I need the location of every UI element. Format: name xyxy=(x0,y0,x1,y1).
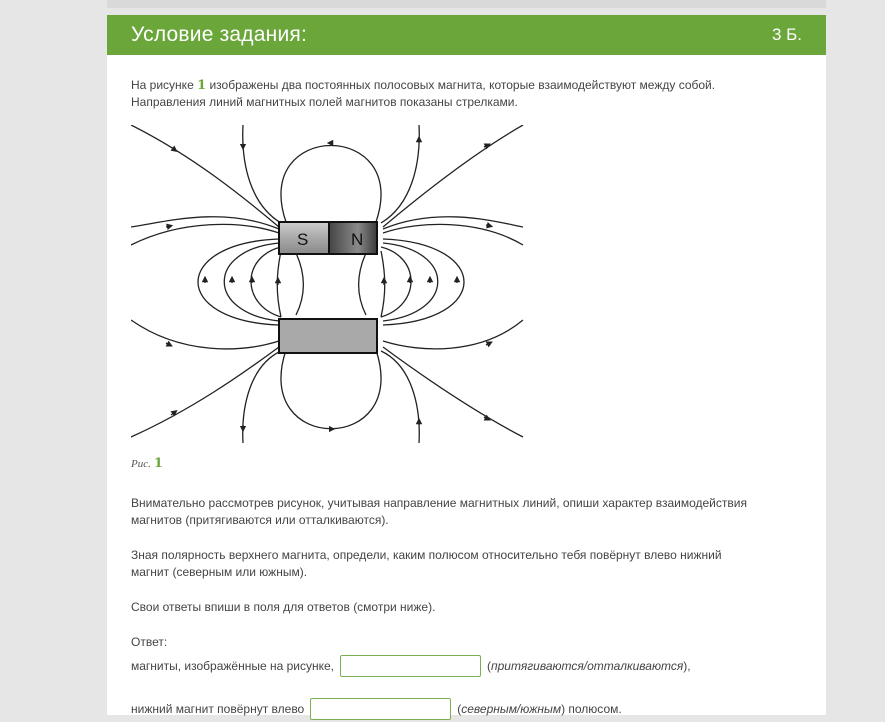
intro-text xyxy=(131,77,802,111)
field-line xyxy=(381,125,419,223)
interaction-answer-input[interactable] xyxy=(340,655,481,677)
field-lines xyxy=(131,125,523,443)
question-1-line2: магнитов (притягиваются или отталкиваются). xyxy=(131,513,389,527)
answer-row-interaction xyxy=(131,653,802,679)
intro-text-part: На рисунке xyxy=(131,78,198,92)
field-line xyxy=(383,239,464,325)
pole-answer-input[interactable] xyxy=(310,698,451,720)
field-line xyxy=(383,224,523,245)
magnet-field-diagram xyxy=(131,125,531,455)
task-title: Условие задания: xyxy=(131,23,307,46)
field-line xyxy=(131,347,279,437)
field-line xyxy=(131,320,279,349)
task-card xyxy=(107,15,826,715)
top-magnet xyxy=(279,222,377,254)
answer-row-pole xyxy=(131,696,802,722)
figure-caption xyxy=(131,455,802,473)
hint-options: северным/южным xyxy=(461,701,562,716)
answer-row1-prefix: магниты, изображённые на рисунке, xyxy=(131,658,335,673)
field-line xyxy=(381,351,419,443)
field-line xyxy=(131,125,279,227)
question-3: Свои ответы впиши в поля для ответов (смотри ниже). xyxy=(131,600,436,614)
field-line xyxy=(383,320,523,349)
magnet-figure xyxy=(131,125,531,455)
question-2-line2: магнит (северным или южным). xyxy=(131,565,308,579)
hint-close: ), xyxy=(683,658,691,673)
caption-number: 1 xyxy=(153,456,163,471)
intro-text-part: изображены два постоянных полосовых магнита, которые взаимодействуют между собой. xyxy=(206,78,716,92)
hint-open: ( xyxy=(487,658,492,673)
field-line xyxy=(198,239,279,325)
field-line xyxy=(296,253,304,315)
field-line xyxy=(281,350,381,429)
intro-text-line2: Направления линий магнитных полей магнитов показаны стрелками. xyxy=(131,95,518,109)
arrow xyxy=(166,343,170,345)
question-2 xyxy=(131,547,802,581)
field-line xyxy=(243,351,281,443)
figure-ref-number: 1 xyxy=(197,78,207,93)
task-body xyxy=(107,55,826,722)
caption-prefix: Рис. xyxy=(131,458,151,470)
top-strip xyxy=(107,0,826,8)
field-line xyxy=(383,125,523,227)
task-points: 3 Б. xyxy=(771,25,802,44)
arrow xyxy=(171,147,175,150)
field-line xyxy=(383,347,523,437)
bottom-magnet xyxy=(279,319,377,353)
hint-options: притягиваются/отталкиваются xyxy=(491,658,684,673)
hint-close: ) полюсом. xyxy=(561,701,622,716)
field-line xyxy=(381,247,411,317)
field-line xyxy=(281,146,381,223)
task-header xyxy=(107,15,826,55)
question-1 xyxy=(131,495,802,529)
answer-row1-hint xyxy=(487,658,691,675)
answer-label: Ответ: xyxy=(131,635,168,649)
question-1-line1: Внимательно рассмотрев рисунок, учитывая направление магнитных линий, опиши характер взаимодействия xyxy=(131,496,747,510)
answer-row2-prefix: нижний магнит повёрнут влево xyxy=(131,701,305,716)
hint-open: ( xyxy=(457,701,462,716)
north-pole-label: N xyxy=(351,230,364,249)
field-line xyxy=(359,253,367,315)
south-pole-label: S xyxy=(297,230,309,249)
arrow xyxy=(166,226,170,227)
arrow xyxy=(486,225,490,226)
question-2-line1: Зная полярность верхнего магнита, определи, каким полюсом относительно тебя повёрнут влево нижний xyxy=(131,548,722,562)
arrow xyxy=(486,343,490,345)
field-line xyxy=(243,125,281,223)
field-line xyxy=(131,224,279,245)
arrow xyxy=(171,412,175,415)
field-line xyxy=(251,247,281,317)
